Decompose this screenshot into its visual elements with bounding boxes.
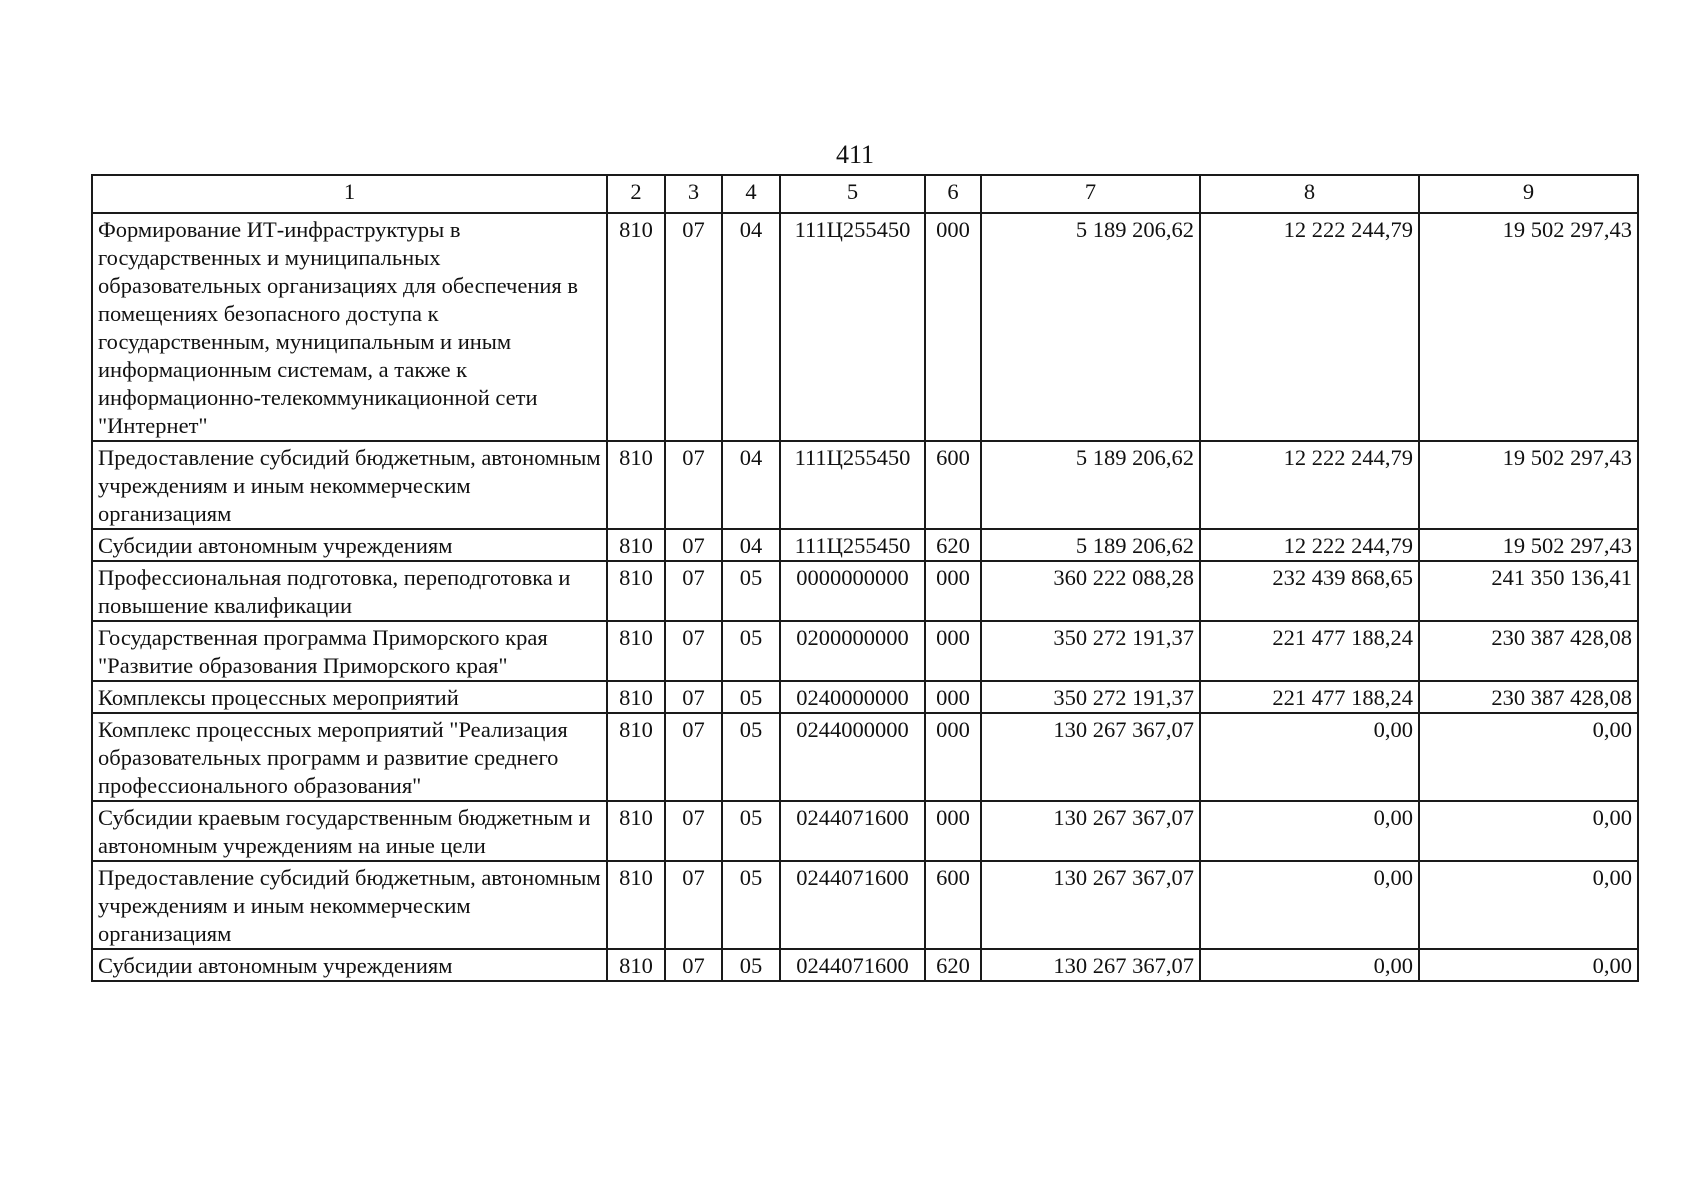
row-code-expense-type: 600: [925, 861, 981, 949]
row-amount-8: 221 477 188,24: [1200, 621, 1419, 681]
column-header: 5: [780, 175, 925, 213]
row-amount-8: 0,00: [1200, 949, 1419, 981]
row-amount-8: 0,00: [1200, 801, 1419, 861]
table-row: [92, 213, 1638, 441]
table-row: [92, 529, 1638, 561]
row-code-expense-type: 000: [925, 621, 981, 681]
row-code-expense-type: 000: [925, 681, 981, 713]
row-name: Субсидии автономным учреждениям: [92, 949, 607, 981]
row-name: Субсидии автономным учреждениям: [92, 529, 607, 561]
row-amount-9: 0,00: [1419, 801, 1638, 861]
row-code-expense-type: 620: [925, 949, 981, 981]
row-amount-7: 130 267 367,07: [981, 801, 1200, 861]
row-code-subsection: 05: [722, 561, 780, 621]
row-amount-7: 130 267 367,07: [981, 861, 1200, 949]
row-name: Комплексы процессных мероприятий: [92, 681, 607, 713]
column-header: 2: [607, 175, 665, 213]
row-amount-7: 350 272 191,37: [981, 621, 1200, 681]
row-code-expense-type: 000: [925, 801, 981, 861]
row-amount-7: 5 189 206,62: [981, 529, 1200, 561]
row-amount-8: 232 439 868,65: [1200, 561, 1419, 621]
row-code-section: 07: [665, 681, 722, 713]
row-name: Профессиональная подготовка, переподготовка и повышение квалификации: [92, 561, 607, 621]
row-name: Субсидии краевым государственным бюджетным и автономным учреждениям на иные цели: [92, 801, 607, 861]
row-code-subsection: 05: [722, 621, 780, 681]
row-code-ministry: 810: [607, 529, 665, 561]
row-code-target: 0244071600: [780, 949, 925, 981]
row-name: Предоставление субсидий бюджетным, автономным учреждениям и иным некоммерческим организациям: [92, 861, 607, 949]
row-code-ministry: 810: [607, 441, 665, 529]
column-header: 1: [92, 175, 607, 213]
row-code-target: 111Ц255450: [780, 441, 925, 529]
table-header-row: [92, 175, 1638, 213]
row-code-subsection: 05: [722, 681, 780, 713]
row-code-subsection: 05: [722, 949, 780, 981]
row-code-subsection: 04: [722, 213, 780, 441]
row-amount-9: 241 350 136,41: [1419, 561, 1638, 621]
row-code-subsection: 04: [722, 441, 780, 529]
row-code-subsection: 05: [722, 713, 780, 801]
row-code-ministry: 810: [607, 861, 665, 949]
row-code-target: 0200000000: [780, 621, 925, 681]
row-amount-9: 19 502 297,43: [1419, 529, 1638, 561]
table-row: [92, 561, 1638, 621]
table-row: [92, 621, 1638, 681]
column-header: 3: [665, 175, 722, 213]
row-name: Предоставление субсидий бюджетным, автономным учреждениям и иным некоммерческим организациям: [92, 441, 607, 529]
row-amount-8: 12 222 244,79: [1200, 529, 1419, 561]
row-code-section: 07: [665, 621, 722, 681]
row-name: Формирование ИТ-инфраструктуры в государственных и муниципальных образовательных организациях для обеспечения в помещениях безопасного доступа к государственным, муниципальным и иным информационным системам, а также к информационно-телекоммуникационной сети "Интернет": [92, 213, 607, 441]
column-header: 9: [1419, 175, 1638, 213]
row-code-section: 07: [665, 561, 722, 621]
row-amount-8: 221 477 188,24: [1200, 681, 1419, 713]
row-amount-9: 19 502 297,43: [1419, 441, 1638, 529]
row-amount-8: 0,00: [1200, 861, 1419, 949]
row-amount-7: 130 267 367,07: [981, 713, 1200, 801]
row-amount-7: 350 272 191,37: [981, 681, 1200, 713]
table-row: [92, 681, 1638, 713]
row-code-target: 111Ц255450: [780, 529, 925, 561]
table-row: [92, 713, 1638, 801]
row-code-ministry: 810: [607, 213, 665, 441]
row-code-ministry: 810: [607, 681, 665, 713]
row-code-target: 0240000000: [780, 681, 925, 713]
row-code-target: 0000000000: [780, 561, 925, 621]
column-header: 4: [722, 175, 780, 213]
row-code-section: 07: [665, 801, 722, 861]
row-name: Комплекс процессных мероприятий "Реализация образовательных программ и развитие среднего профессионального образования": [92, 713, 607, 801]
row-amount-7: 5 189 206,62: [981, 213, 1200, 441]
row-amount-9: 19 502 297,43: [1419, 213, 1638, 441]
row-amount-9: 0,00: [1419, 861, 1638, 949]
row-code-section: 07: [665, 529, 722, 561]
row-code-target: 0244071600: [780, 861, 925, 949]
row-amount-7: 360 222 088,28: [981, 561, 1200, 621]
row-code-ministry: 810: [607, 801, 665, 861]
row-code-expense-type: 620: [925, 529, 981, 561]
budget-table: [91, 174, 1639, 982]
row-code-subsection: 05: [722, 861, 780, 949]
row-amount-8: 0,00: [1200, 713, 1419, 801]
row-amount-8: 12 222 244,79: [1200, 441, 1419, 529]
row-code-expense-type: 000: [925, 561, 981, 621]
row-code-subsection: 04: [722, 529, 780, 561]
page-number: 411: [835, 140, 875, 169]
column-header: 6: [925, 175, 981, 213]
column-header: 7: [981, 175, 1200, 213]
row-code-ministry: 810: [607, 713, 665, 801]
row-amount-7: 130 267 367,07: [981, 949, 1200, 981]
row-amount-7: 5 189 206,62: [981, 441, 1200, 529]
table-row: [92, 441, 1638, 529]
row-name: Государственная программа Приморского края "Развитие образования Приморского края": [92, 621, 607, 681]
row-code-subsection: 05: [722, 801, 780, 861]
column-header: 8: [1200, 175, 1419, 213]
row-code-section: 07: [665, 441, 722, 529]
row-code-section: 07: [665, 213, 722, 441]
table-row: [92, 949, 1638, 981]
row-code-ministry: 810: [607, 949, 665, 981]
row-code-ministry: 810: [607, 561, 665, 621]
row-code-expense-type: 000: [925, 713, 981, 801]
row-amount-9: 230 387 428,08: [1419, 681, 1638, 713]
row-code-ministry: 810: [607, 621, 665, 681]
row-code-target: 0244000000: [780, 713, 925, 801]
row-code-section: 07: [665, 713, 722, 801]
row-code-expense-type: 600: [925, 441, 981, 529]
row-code-section: 07: [665, 861, 722, 949]
row-amount-9: 0,00: [1419, 713, 1638, 801]
row-code-target: 0244071600: [780, 801, 925, 861]
row-amount-9: 230 387 428,08: [1419, 621, 1638, 681]
table-row: [92, 801, 1638, 861]
row-amount-9: 0,00: [1419, 949, 1638, 981]
row-code-section: 07: [665, 949, 722, 981]
table-row: [92, 861, 1638, 949]
row-code-expense-type: 000: [925, 213, 981, 441]
row-code-target: 111Ц255450: [780, 213, 925, 441]
row-amount-8: 12 222 244,79: [1200, 213, 1419, 441]
